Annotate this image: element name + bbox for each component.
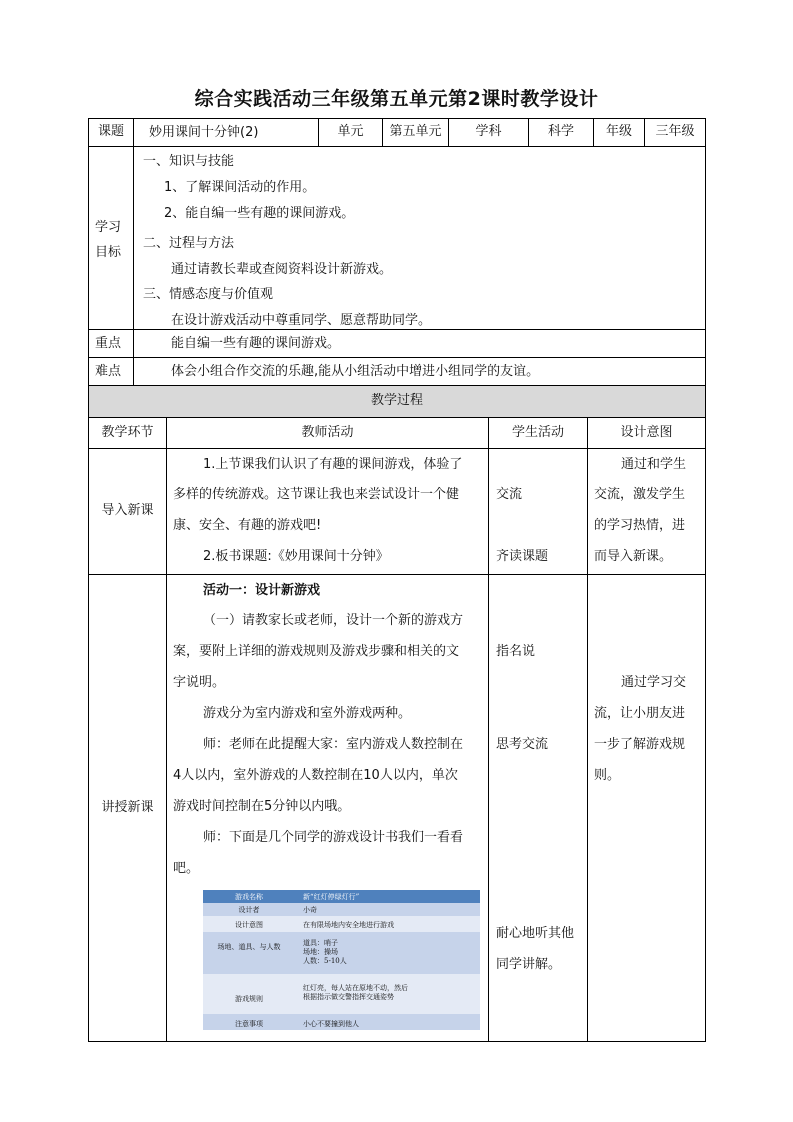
teach-student-3-line2: 同学讲解。 [496, 957, 562, 972]
lesson-plan-table [88, 118, 706, 1042]
objectives-content [133, 146, 706, 330]
card-row-venue [203, 932, 480, 974]
intro-intent-line: 交流，激发学生 [594, 487, 686, 502]
intro-intent [587, 448, 706, 575]
teach-intent-line: 通过学习交 [621, 675, 687, 690]
teach-teacher-line: 游戏时间控制在5分钟以内哦。 [173, 799, 351, 814]
teach-teacher-line: （一）请教家长或老师，设计一个新的游戏方 [203, 613, 464, 628]
grade-label: 年级 [593, 118, 645, 147]
intro-teacher-line: 多样的传统游戏。这节课让我也来尝试设计一个健 [173, 487, 460, 502]
key-point-text: 能自编一些有趣的课间游戏。 [133, 329, 706, 358]
subject-label: 学科 [448, 118, 529, 147]
intro-student-1: 交流 [496, 487, 523, 502]
teach-intent [587, 574, 706, 1042]
objectives-label [88, 146, 134, 330]
objective-line: 1、了解课间活动的作用。 [164, 180, 316, 195]
objective-line: 三、情感态度与价值观 [143, 287, 274, 302]
card-label: 游戏名称 [235, 893, 263, 901]
teach-student-1: 指名说 [496, 644, 536, 659]
key-point-label: 重点 [88, 329, 134, 358]
card-value: 道具：哨子 [303, 939, 338, 947]
intro-teacher-line: 1.上节课我们认识了有趣的课间游戏，体验了 [203, 457, 463, 472]
card-value: 在有限场地内安全地进行游戏 [303, 921, 394, 929]
teach-intent-line: 一步了解游戏规 [594, 737, 686, 752]
teach-teacher-line: 吧。 [173, 861, 200, 876]
column-teacher: 教师活动 [166, 417, 489, 449]
intro-intent-line: 通过和学生 [621, 457, 687, 472]
difficulty-text: 体会小组合作交流的乐趣,能从小组活动中增进小组同学的友谊。 [133, 357, 706, 386]
objective-line: 二、过程与方法 [143, 236, 235, 251]
card-row-rules [203, 974, 480, 1014]
card-label: 场地、道具、与人数 [217, 943, 281, 951]
topic-label: 课题 [88, 118, 134, 147]
teach-stage: 讲授新课 [88, 574, 167, 1042]
process-header: 教学过程 [88, 385, 706, 418]
intro-student [488, 448, 588, 575]
card-value: 小心不要撞到他人 [303, 1020, 359, 1028]
objective-line: 一、知识与技能 [143, 154, 235, 169]
card-row-notes [203, 1014, 480, 1030]
objectives-label-line2: 目标 [95, 245, 122, 260]
teach-teacher-line: 案，要附上详细的游戏规则及游戏步骤和相关的文 [173, 644, 460, 659]
intro-student-2: 齐读课题 [496, 549, 549, 564]
unit-label: 单元 [318, 118, 383, 147]
teach-teacher-line: 师：老师在此提醒大家：室内游戏人数控制在 [203, 737, 464, 752]
difficulty-label: 难点 [88, 357, 134, 386]
activity-title: 活动一：设计新游戏 [203, 583, 321, 598]
teach-student [488, 574, 588, 1042]
teach-teacher-line: 字说明。 [173, 675, 226, 690]
teach-teacher-line: 师：下面是几个同学的游戏设计书我们一看看 [203, 830, 464, 845]
card-label: 设计意图 [235, 921, 263, 929]
intro-teacher [166, 448, 489, 575]
subject-value: 科学 [528, 118, 594, 147]
card-row-name [203, 890, 480, 903]
page-title: 综合实践活动三年级第五单元第2课时教学设计 [194, 88, 599, 110]
objective-line: 2、能自编一些有趣的课间游戏。 [164, 206, 355, 221]
card-row-designer [203, 903, 480, 916]
teach-student-2: 思考交流 [496, 737, 549, 752]
grade-value: 三年级 [644, 118, 706, 147]
teach-teacher-line: 4人以内，室外游戏的人数控制在10人以内，单次 [173, 768, 458, 783]
intro-stage: 导入新课 [88, 448, 167, 575]
intro-intent-line: 的学习热情，进 [594, 518, 686, 533]
card-value: 场地：操场 [303, 948, 338, 956]
intro-teacher-line: 2.板书课题:《妙用课间十分钟》 [203, 549, 389, 564]
teach-teacher-line: 游戏分为室内游戏和室外游戏两种。 [203, 706, 412, 721]
card-value: 人数：5-10人 [303, 957, 347, 965]
card-label: 设计者 [238, 906, 260, 914]
objective-line: 在设计游戏活动中尊重同学、愿意帮助同学。 [171, 313, 432, 328]
card-label: 注意事项 [235, 1020, 263, 1028]
teach-intent-line: 则。 [594, 768, 621, 783]
teach-student-3-line1: 耐心地听其他 [496, 926, 575, 941]
column-intent: 设计意图 [587, 417, 706, 449]
teach-intent-line: 流，让小朋友进 [594, 706, 686, 721]
card-value: 小奇 [303, 906, 317, 914]
objectives-label-line1: 学习 [95, 220, 122, 235]
card-row-intent [203, 916, 480, 932]
card-value: 根据指示做交警指挥交通姿势 [303, 993, 394, 1001]
column-student: 学生活动 [488, 417, 588, 449]
unit-value: 第五单元 [382, 118, 449, 147]
intro-teacher-line: 康、安全、有趣的游戏吧! [173, 518, 322, 533]
game-design-card [203, 890, 480, 1030]
card-value: 红灯亮，每人站在原地不动，然后 [303, 984, 408, 992]
card-value: 新“红灯停绿灯行” [303, 893, 360, 901]
topic-value: 妙用课间十分钟(2) [133, 118, 319, 147]
column-stage: 教学环节 [88, 417, 167, 449]
intro-intent-line: 而导入新课。 [594, 549, 673, 564]
objective-line: 通过请教长辈或查阅资料设计新游戏。 [171, 262, 393, 277]
card-label: 游戏规则 [235, 995, 263, 1003]
